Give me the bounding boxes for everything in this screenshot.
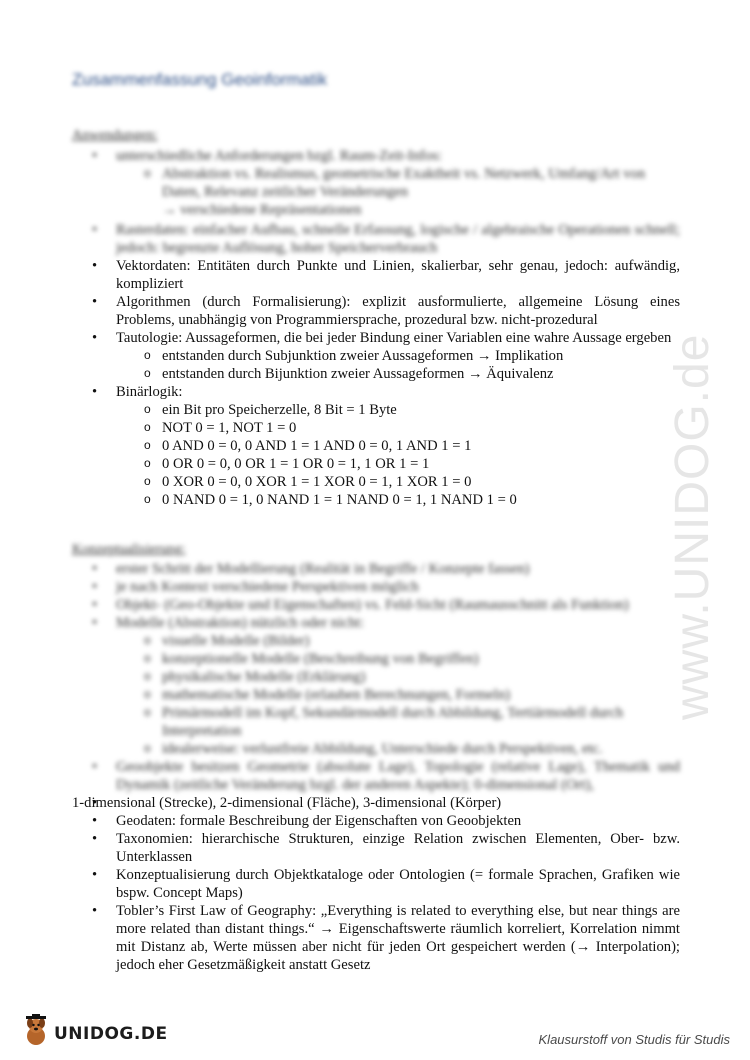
list-item: • Modelle (Abstraktion) nützlich oder nicht: xyxy=(72,614,680,632)
watermark: www.UNIDOG.de xyxy=(666,333,719,720)
list-subitem: o 0 OR 0 = 0, 0 OR 1 = 1 OR 0 = 1, 1 OR 1 = 1 xyxy=(72,455,680,473)
list-item-vektordaten: • Vektordaten: Entitäten durch Punkte und Linien, skalierbar, sehr genau, jedoch: aufwändig, kompliziert xyxy=(72,257,680,293)
unidog-logo xyxy=(22,1014,168,1050)
list-subitem: o visuelle Modelle (Bilder) xyxy=(72,632,680,650)
list-subitem: o entstanden durch Subjunktion zweier Aussageformen → Implikation xyxy=(72,347,680,365)
list-subitem-continuation: → verschiedene Repräsentationen xyxy=(162,202,362,218)
section-konzeptualisierung xyxy=(72,560,680,974)
list-subitem: o konzeptionelle Modelle (Beschreibung von Begriffen) xyxy=(72,650,680,668)
section-heading-konzeptualisierung: Konzeptualisierung: xyxy=(72,542,186,557)
list-item: • Rasterdaten: einfacher Aufbau, schnelle Erfassung, logische / algebraische Operationen schnell; jedoch: begrenzte Auflösung, hoher Speicherverbrauch xyxy=(72,221,680,257)
page-title: Zusammenfassung Geoinformatik xyxy=(72,70,328,89)
list-item: • Objekt- (Geo-Objekte und Eigenschaften) vs. Feld-Sicht (Raumausschnitt als Funktion) xyxy=(72,596,680,614)
section-heading-anwendungen: Anwendungen: xyxy=(72,128,158,143)
dog-icon xyxy=(22,1014,50,1048)
list-item-tobler: • Tobler’s First Law of Geography: „Everything is related to everything else, but near things are more related than distant things.“ → Eigenschaftswerte räumlich korreliert, Korrelation nimmt mit Distanz ab, Werte müssen aber nicht für jeden Ort gespeichert werden (→ Interpolation); jedoch eher Gesetzmäßigkeit anstatt Gesetz xyxy=(72,902,680,974)
list-subitem: o physikalische Modelle (Erklärung) xyxy=(72,668,680,686)
list-subitem: o Abstraktion vs. Realismus, geometrische Exaktheit vs. Netzwerk, Umfang/Art von Daten, Relevanz zeitlicher Veränderungen xyxy=(72,165,680,201)
list-subitem: o 0 NAND 0 = 1, 0 NAND 1 = 1 NAND 0 = 1, 1 NAND 1 = 0 xyxy=(72,491,680,509)
list-item: • je nach Kontext verschiedene Perspektiven möglich xyxy=(72,578,680,596)
section-anwendungen xyxy=(72,147,680,509)
list-item-geoobjekte: • Geoobjekte besitzen Geometrie (absolute Lage), Topologie (relative Lage), Thematik und Dynamik (zeitliche Veränderung bzgl. der anderen Aspekte); 0-dimensional (Ort), xyxy=(72,758,680,794)
list-subitem: o Primärmodell im Kopf, Sekundärmodell durch Abbildung, Tertiärmodell durch Interpretation xyxy=(72,704,680,740)
list-subitem: o ein Bit pro Speicherzelle, 8 Bit = 1 Byte xyxy=(72,401,680,419)
list-item: • unterschiedliche Anforderungen bzgl. Raum-Zeit-Infos: xyxy=(72,147,680,165)
list-item-geodaten: • Geodaten: formale Beschreibung der Eigenschaften von Geoobjekten xyxy=(72,812,680,830)
list-subitem: o 0 XOR 0 = 0, 0 XOR 1 = 1 XOR 0 = 1, 1 XOR 1 = 0 xyxy=(72,473,680,491)
list-item-tautologie: • Tautologie: Aussageformen, die bei jeder Bindung einer Variablen eine wahre Aussage ergeben xyxy=(72,329,680,347)
logo-text: UNIDOG.DE xyxy=(54,1024,168,1044)
list-item: • erster Schritt der Modellierung (Realität in Begriffe / Konzepte fassen) xyxy=(72,560,680,578)
list-item-continuation xyxy=(72,794,680,812)
geoobjekte-dimensions: 1-dimensional (Strecke), 2-dimensional (Fläche), 3-dimensional (Körper) xyxy=(72,795,502,811)
footer-tagline: Klausurstoff von Studis für Studis xyxy=(538,1032,730,1047)
list-item-taxonomien: • Taxonomien: hierarchische Strukturen, einzige Relation zwischen Elementen, Ober- bzw. Unterklassen xyxy=(72,830,680,866)
list-subitem: o NOT 0 = 1, NOT 1 = 0 xyxy=(72,419,680,437)
list-item-konzeptualisierung: • Konzeptualisierung durch Objektkataloge oder Ontologien (= formale Sprachen, Grafiken wie bspw. Concept Maps) xyxy=(72,866,680,902)
list-subitem: o idealerweise: verlustfreie Abbildung, Unterschiede durch Perspektiven, etc. xyxy=(72,740,680,758)
list-subitem: o mathematische Modelle (erlauben Berechnungen, Formeln) xyxy=(72,686,680,704)
list-subitem: o entstanden durch Bijunktion zweier Aussageformen → Äquivalenz xyxy=(72,365,680,383)
list-item-binaerlogik: • Binärlogik: xyxy=(72,383,680,401)
list-item-algorithmen: • Algorithmen (durch Formalisierung): explizit ausformulierte, allgemeine Lösung eines Problems, unabhängig von Programmiersprache, prozedural bzw. nicht-prozedural xyxy=(72,293,680,329)
list-subitem: o 0 AND 0 = 0, 0 AND 1 = 1 AND 0 = 0, 1 AND 1 = 1 xyxy=(72,437,680,455)
